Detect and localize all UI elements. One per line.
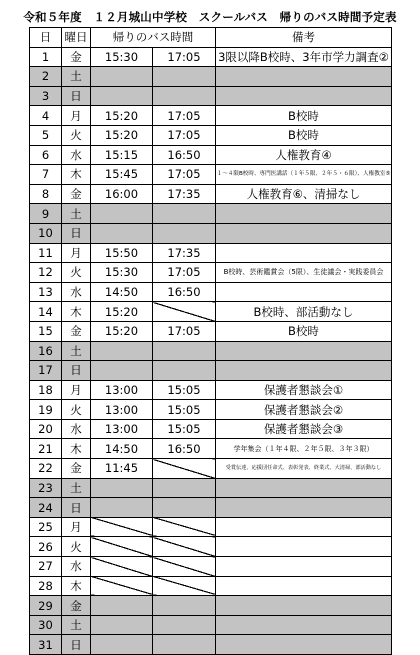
table-row: [30, 478, 392, 498]
note-cell: [216, 635, 392, 655]
weekday-cell: 金: [62, 184, 91, 204]
bus-time-2-cell: [153, 576, 216, 596]
note-cell: [216, 596, 392, 616]
bus-time-1-cell: 15:20: [91, 106, 153, 126]
bus-time-1-cell: 15:45: [91, 165, 153, 185]
day-cell: 8: [30, 184, 62, 204]
note-cell: [216, 282, 392, 302]
note-cell: [216, 204, 392, 224]
note-cell: [216, 223, 392, 243]
day-cell: 30: [30, 615, 62, 635]
table-row: [30, 223, 392, 243]
day-cell: 20: [30, 419, 62, 439]
table-row: [30, 282, 392, 302]
table-row: [30, 400, 392, 420]
note-cell: 人権教育④: [216, 145, 392, 165]
bus-time-2-cell: 17:05: [153, 106, 216, 126]
day-cell: 26: [30, 537, 62, 557]
bus-time-2-cell: [153, 204, 216, 224]
weekday-cell: 土: [62, 341, 91, 361]
bus-time-2-cell: 17:35: [153, 243, 216, 263]
day-cell: 24: [30, 498, 62, 518]
weekday-cell: 木: [62, 302, 91, 322]
bus-time-1-cell: 15:30: [91, 263, 153, 283]
bus-schedule-table: [29, 27, 392, 655]
day-cell: 18: [30, 380, 62, 400]
day-cell: 3: [30, 86, 62, 106]
table-row: [30, 243, 392, 263]
day-cell: 7: [30, 165, 62, 185]
weekday-cell: 水: [62, 557, 91, 577]
note-cell: 3限以降B校時、3年市学力調査②: [216, 47, 392, 67]
day-cell: 22: [30, 459, 62, 479]
header-note: 備考: [216, 28, 392, 48]
bus-time-1-cell: [91, 204, 153, 224]
weekday-cell: 土: [62, 204, 91, 224]
bus-time-1-cell: [91, 223, 153, 243]
weekday-cell: 日: [62, 635, 91, 655]
day-cell: 31: [30, 635, 62, 655]
day-cell: 4: [30, 106, 62, 126]
day-cell: 10: [30, 223, 62, 243]
weekday-cell: 火: [62, 537, 91, 557]
table-row: [30, 361, 392, 381]
table-row: [30, 635, 392, 655]
bus-time-2-cell: [153, 459, 216, 479]
day-cell: 5: [30, 125, 62, 145]
bus-time-1-cell: 15:30: [91, 47, 153, 67]
weekday-cell: 日: [62, 498, 91, 518]
day-cell: 17: [30, 361, 62, 381]
weekday-cell: 金: [62, 321, 91, 341]
table-header-row: [30, 28, 392, 48]
day-cell: 21: [30, 439, 62, 459]
bus-time-1-cell: [91, 537, 153, 557]
day-cell: 25: [30, 517, 62, 537]
day-cell: 29: [30, 596, 62, 616]
day-cell: 16: [30, 341, 62, 361]
table-row: [30, 302, 392, 322]
note-cell: B校時: [216, 125, 392, 145]
bus-time-2-cell: 17:05: [153, 47, 216, 67]
day-cell: 1: [30, 47, 62, 67]
weekday-cell: 木: [62, 165, 91, 185]
bus-time-1-cell: 15:20: [91, 321, 153, 341]
bus-time-1-cell: [91, 576, 153, 596]
day-cell: 23: [30, 478, 62, 498]
table-row: [30, 165, 392, 185]
bus-time-1-cell: [91, 517, 153, 537]
weekday-cell: 火: [62, 125, 91, 145]
bus-time-1-cell: 15:20: [91, 125, 153, 145]
bus-time-1-cell: 15:15: [91, 145, 153, 165]
day-cell: 12: [30, 263, 62, 283]
bus-time-2-cell: 15:05: [153, 380, 216, 400]
bus-time-2-cell: 16:50: [153, 439, 216, 459]
bus-time-1-cell: [91, 478, 153, 498]
table-row: [30, 204, 392, 224]
day-cell: 2: [30, 67, 62, 87]
day-cell: 28: [30, 576, 62, 596]
bus-time-1-cell: 11:45: [91, 459, 153, 479]
table-row: [30, 498, 392, 518]
table-row: [30, 557, 392, 577]
note-cell: 保護者懇談会③: [216, 419, 392, 439]
weekday-cell: 月: [62, 380, 91, 400]
bus-time-2-cell: [153, 341, 216, 361]
table-row: [30, 47, 392, 67]
header-day: 日: [30, 28, 62, 48]
bus-time-2-cell: [153, 557, 216, 577]
note-cell: [216, 498, 392, 518]
note-cell: [216, 478, 392, 498]
note-cell: 人権教育⑥、清掃なし: [216, 184, 392, 204]
bus-time-2-cell: [153, 615, 216, 635]
weekday-cell: 水: [62, 419, 91, 439]
bus-time-1-cell: 14:50: [91, 282, 153, 302]
bus-time-1-cell: 14:50: [91, 439, 153, 459]
weekday-cell: 土: [62, 67, 91, 87]
bus-time-1-cell: [91, 361, 153, 381]
header-bus-time: 帰りのバス時間: [91, 28, 216, 48]
note-cell: [216, 341, 392, 361]
table-row: [30, 419, 392, 439]
weekday-cell: 金: [62, 47, 91, 67]
bus-time-1-cell: 13:00: [91, 400, 153, 420]
note-cell: 保護者懇談会②: [216, 400, 392, 420]
note-cell: [216, 361, 392, 381]
table-row: [30, 67, 392, 87]
table-row: [30, 576, 392, 596]
table-row: [30, 184, 392, 204]
weekday-cell: 日: [62, 86, 91, 106]
table-row: [30, 517, 392, 537]
bus-time-2-cell: 17:05: [153, 263, 216, 283]
note-cell: [216, 67, 392, 87]
note-cell: B校時: [216, 321, 392, 341]
note-cell: [216, 615, 392, 635]
note-cell: [216, 557, 392, 577]
bus-time-1-cell: [91, 341, 153, 361]
weekday-cell: 木: [62, 576, 91, 596]
weekday-cell: 月: [62, 243, 91, 263]
day-cell: 19: [30, 400, 62, 420]
bus-time-2-cell: [153, 361, 216, 381]
bus-time-1-cell: [91, 596, 153, 616]
table-row: [30, 459, 392, 479]
note-cell: [216, 243, 392, 263]
bus-time-2-cell: 15:05: [153, 419, 216, 439]
weekday-cell: 月: [62, 517, 91, 537]
day-cell: 15: [30, 321, 62, 341]
note-cell: 受賞伝達、応援団任命式、表彰発表、終業式、大清掃、部活動なし: [216, 459, 392, 479]
table-row: [30, 615, 392, 635]
bus-time-2-cell: [153, 478, 216, 498]
note-cell: [216, 517, 392, 537]
bus-time-1-cell: 15:20: [91, 302, 153, 322]
table-row: [30, 341, 392, 361]
bus-time-2-cell: [153, 635, 216, 655]
day-cell: 27: [30, 557, 62, 577]
page-title: 令和５年度 １２月城山中学校 スクールバス 帰りのバス時間予定表: [23, 10, 397, 24]
day-cell: 11: [30, 243, 62, 263]
bus-time-1-cell: [91, 615, 153, 635]
note-cell: [216, 86, 392, 106]
note-cell: [216, 576, 392, 596]
table-row: [30, 86, 392, 106]
weekday-cell: 金: [62, 596, 91, 616]
bus-time-2-cell: [153, 67, 216, 87]
table-row: [30, 537, 392, 557]
weekday-cell: 水: [62, 282, 91, 302]
table-row: [30, 125, 392, 145]
bus-time-2-cell: [153, 302, 216, 322]
table-row: [30, 439, 392, 459]
bus-time-1-cell: [91, 498, 153, 518]
day-cell: 14: [30, 302, 62, 322]
table-row: [30, 145, 392, 165]
bus-time-1-cell: 16:00: [91, 184, 153, 204]
weekday-cell: 日: [62, 223, 91, 243]
weekday-cell: 火: [62, 263, 91, 283]
table-row: [30, 596, 392, 616]
note-cell: B校時、芸術鑑賞会（5限）、生徒議会・実践委員会: [216, 263, 392, 283]
bus-time-2-cell: 16:50: [153, 282, 216, 302]
bus-time-1-cell: [91, 67, 153, 87]
bus-time-1-cell: 13:00: [91, 380, 153, 400]
table-row: [30, 380, 392, 400]
bus-time-1-cell: 13:00: [91, 419, 153, 439]
bus-time-2-cell: [153, 223, 216, 243]
weekday-cell: 土: [62, 478, 91, 498]
weekday-cell: 金: [62, 459, 91, 479]
table-row: [30, 106, 392, 126]
bus-time-2-cell: 17:35: [153, 184, 216, 204]
day-cell: 13: [30, 282, 62, 302]
note-cell: １～４限B校時、専門医講話（１年５限、２年５・６限）、人権教室⑤: [216, 165, 392, 185]
header-weekday: 曜日: [62, 28, 91, 48]
table-row: [30, 321, 392, 341]
weekday-cell: 土: [62, 615, 91, 635]
bus-time-2-cell: 17:05: [153, 125, 216, 145]
bus-time-2-cell: [153, 596, 216, 616]
note-cell: 学年集会（１年４限、２年５限、３年３限）: [216, 439, 392, 459]
table-row: [30, 263, 392, 283]
bus-time-2-cell: [153, 498, 216, 518]
weekday-cell: 水: [62, 145, 91, 165]
note-cell: B校時、部活動なし: [216, 302, 392, 322]
note-cell: [216, 537, 392, 557]
weekday-cell: 火: [62, 400, 91, 420]
bus-time-1-cell: 15:50: [91, 243, 153, 263]
bus-time-2-cell: 17:05: [153, 321, 216, 341]
note-cell: B校時: [216, 106, 392, 126]
weekday-cell: 月: [62, 106, 91, 126]
bus-time-2-cell: 17:05: [153, 165, 216, 185]
weekday-cell: 日: [62, 361, 91, 381]
bus-time-2-cell: [153, 517, 216, 537]
bus-time-1-cell: [91, 86, 153, 106]
day-cell: 6: [30, 145, 62, 165]
note-cell: 保護者懇談会①: [216, 380, 392, 400]
day-cell: 9: [30, 204, 62, 224]
bus-time-2-cell: [153, 537, 216, 557]
bus-time-2-cell: [153, 86, 216, 106]
bus-time-2-cell: 15:05: [153, 400, 216, 420]
bus-time-1-cell: [91, 635, 153, 655]
weekday-cell: 木: [62, 439, 91, 459]
bus-time-2-cell: 16:50: [153, 145, 216, 165]
bus-time-1-cell: [91, 557, 153, 577]
